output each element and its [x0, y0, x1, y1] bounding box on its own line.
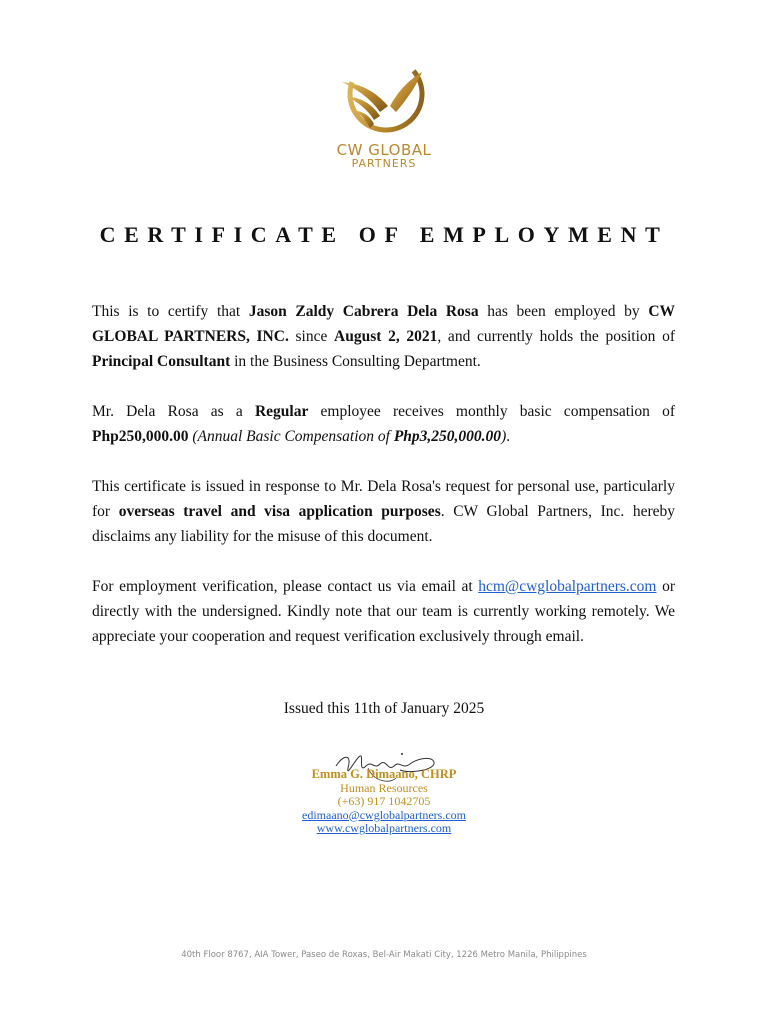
text: .: [506, 428, 511, 445]
paragraph-verification: [92, 574, 675, 649]
text: since: [288, 328, 335, 345]
signatory-phone: (+63) 917 1042705: [337, 794, 431, 808]
text: ): [501, 428, 507, 445]
paragraph-employment: [92, 299, 675, 374]
text: (Annual Basic Compensation of: [188, 428, 394, 445]
start-date: August 2, 2021: [334, 328, 438, 345]
logo-text-line2: PARTNERS: [351, 157, 417, 170]
paragraph-purpose: [92, 474, 675, 549]
signatory-name: Emma G. Dimaano, CHRP: [311, 767, 457, 781]
certificate-body: [92, 299, 675, 674]
employment-status: Regular: [254, 403, 309, 420]
bird-wing-logo-icon: [336, 52, 432, 138]
text: This certificate is issued in response to Mr. Dela Rosa's request for personal use, particularly for: [92, 478, 675, 520]
text: . CW Global Partners, Inc. hereby disclaims any liability for the misuse of this document.: [92, 503, 676, 545]
signatory-role: Human Resources: [340, 780, 428, 795]
paragraph-compensation: [92, 399, 675, 449]
employee-name: Jason Zaldy Cabrera Dela Rosa: [248, 303, 479, 320]
page-title: CERTIFICATE OF EMPLOYMENT: [99, 222, 669, 247]
logo-text-line1: CW GLOBAL: [336, 141, 432, 159]
issued-date: Issued this 11th of January 2025: [283, 700, 485, 717]
text: For employment verification, please contact us via email at: [92, 578, 479, 595]
text: This is to certify that: [92, 303, 249, 320]
monthly-compensation: Php250,000.00: [92, 428, 189, 445]
text: or directly with the undersigned. Kindly note that our team is currently working remotely. We appreciate your cooperation and request verification exclusively through email.: [92, 578, 675, 645]
signatory-email-link[interactable]: edimaano@cwglobalpartners.com: [302, 807, 466, 822]
text: employee receives monthly basic compensation of: [308, 403, 675, 420]
website-link[interactable]: www.cwglobalpartners.com: [316, 821, 452, 835]
annual-compensation: Php3,250,000.00: [393, 428, 502, 445]
company-name: CW GLOBAL PARTNERS, INC.: [92, 303, 676, 345]
annual-note: [188, 428, 506, 445]
company-logo: [0, 52, 768, 170]
text: has been employed by: [478, 303, 649, 320]
text: in the Business Consulting Department.: [230, 353, 481, 370]
purpose-text: overseas travel and visa application purposes: [118, 503, 441, 520]
footer-address: 40th Floor 8767, AIA Tower, Paseo de Roxas, Bel-Air Makati City, 1226 Metro Manila, Philippines: [181, 950, 587, 960]
text: , and currently holds the position of: [437, 328, 676, 345]
signatory-block: [0, 768, 768, 836]
text: Mr. Dela Rosa as a: [92, 403, 255, 420]
position-title: Principal Consultant: [92, 353, 231, 370]
verification-email-link[interactable]: hcm@cwglobalpartners.com: [478, 578, 657, 595]
